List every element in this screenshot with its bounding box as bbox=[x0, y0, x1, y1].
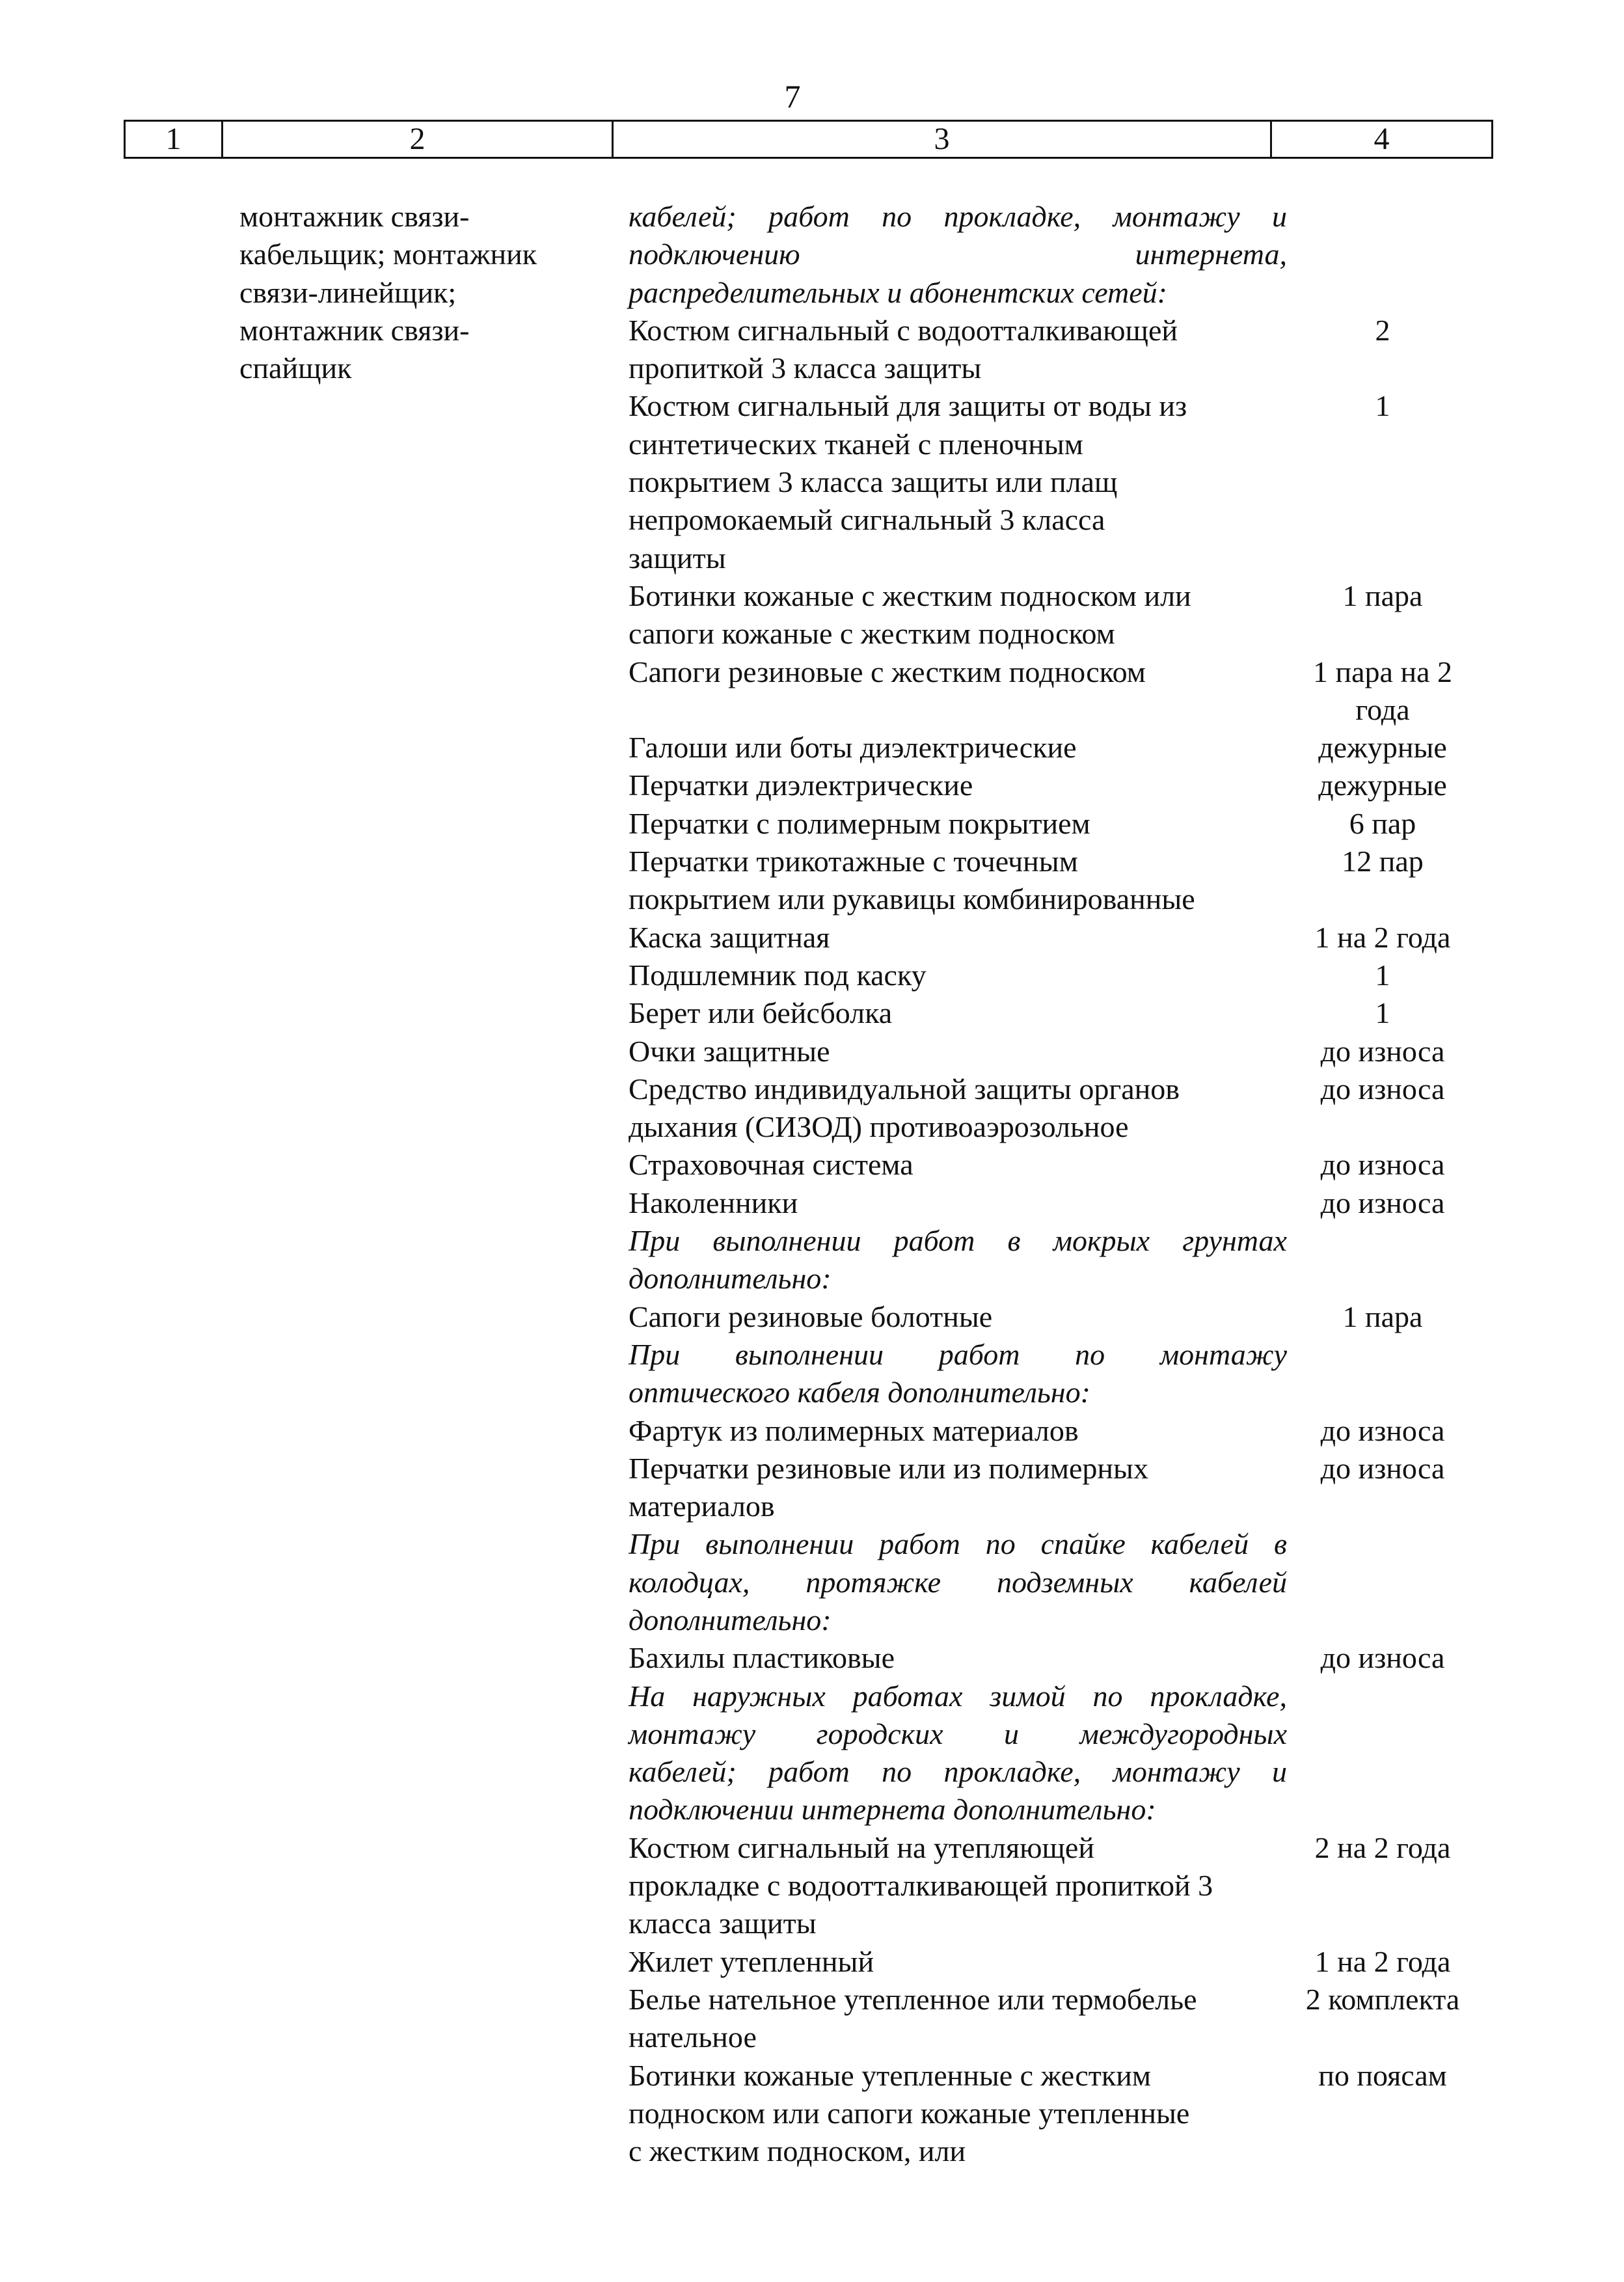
text-line bbox=[629, 1222, 1287, 1260]
note-text bbox=[629, 1222, 1287, 1298]
text-line: Средство индивидуальной защиты органов bbox=[629, 1072, 1180, 1106]
item-name bbox=[629, 994, 1287, 1032]
text-line: класса защиты bbox=[629, 1907, 817, 1940]
text-line: Ботинки кожаные утепленные с жестким bbox=[629, 2058, 1151, 2092]
text-line: Подшлемник под каску bbox=[629, 958, 927, 992]
note-word: прокладке, bbox=[1150, 1679, 1287, 1713]
note-line-text: дополнительно: bbox=[629, 1262, 832, 1296]
ppe-item-row bbox=[629, 729, 1491, 767]
note-word: работ bbox=[938, 1337, 1020, 1371]
ppe-item-row bbox=[629, 843, 1491, 919]
item-quantity bbox=[1287, 1525, 1478, 1639]
ppe-item-row bbox=[629, 957, 1491, 994]
quantity-line: 1 bbox=[1375, 996, 1390, 1030]
item-name bbox=[629, 1146, 1287, 1184]
ppe-item-row bbox=[629, 1033, 1491, 1070]
ppe-item-row bbox=[629, 653, 1491, 729]
item-quantity bbox=[1287, 729, 1478, 767]
text-line: Костюм сигнальный на утепляющей bbox=[629, 1830, 1094, 1864]
item-quantity bbox=[1287, 2057, 1478, 2171]
item-name bbox=[629, 729, 1287, 767]
ppe-item-row bbox=[629, 767, 1491, 804]
ppe-item-row bbox=[629, 1146, 1491, 1184]
text-line: синтетических тканей с пленочным bbox=[629, 427, 1083, 461]
page-number: 7 bbox=[784, 78, 801, 115]
note-text bbox=[629, 198, 1287, 312]
text-line bbox=[629, 1564, 1287, 1601]
condition-note bbox=[629, 198, 1491, 312]
column-1-number: 1 bbox=[125, 121, 223, 158]
note-word: прокладке, bbox=[943, 200, 1081, 233]
note-line-text: оптического кабеля дополнительно: bbox=[629, 1376, 1090, 1409]
item-name bbox=[629, 957, 1287, 994]
note-word: городских bbox=[816, 1717, 943, 1750]
quantity-line: 12 пар bbox=[1342, 845, 1424, 878]
quantity-line: 1 пара bbox=[1342, 1299, 1423, 1333]
item-quantity bbox=[1287, 1033, 1478, 1070]
text-line: Галоши или боты диэлектрические bbox=[629, 731, 1077, 765]
ppe-item-row bbox=[629, 387, 1491, 577]
column-3-number: 3 bbox=[613, 121, 1271, 158]
text-line: Сапоги резиновые с жестким подноском bbox=[629, 655, 1146, 688]
item-quantity bbox=[1287, 1412, 1478, 1450]
item-name bbox=[629, 1298, 1287, 1336]
text-line bbox=[629, 1753, 1287, 1791]
item-name bbox=[629, 919, 1287, 957]
text-line bbox=[629, 1715, 1287, 1753]
note-word: протяжке bbox=[805, 1565, 941, 1599]
ppe-item-row bbox=[629, 1639, 1491, 1677]
item-name bbox=[629, 1070, 1287, 1147]
note-word: в bbox=[1007, 1224, 1021, 1258]
ppe-item-row bbox=[629, 1298, 1491, 1336]
column-2-number: 2 bbox=[223, 121, 613, 158]
note-word: При bbox=[629, 1527, 681, 1561]
text-line bbox=[629, 198, 1287, 236]
quantity-line: 2 на 2 года bbox=[1314, 1830, 1451, 1864]
quantity-line: до износа bbox=[1320, 1451, 1445, 1485]
note-word: кабелей; bbox=[629, 200, 737, 233]
ppe-item-row bbox=[629, 2057, 1491, 2171]
ppe-item-row bbox=[629, 1184, 1491, 1222]
note-line-text: распределительных и абонентских сетей: bbox=[629, 275, 1167, 309]
item-name bbox=[629, 653, 1287, 729]
item-quantity bbox=[1287, 957, 1478, 994]
note-word: кабелей; bbox=[629, 1755, 737, 1789]
text-line: нательное bbox=[629, 2020, 757, 2054]
note-word: и bbox=[1271, 200, 1287, 233]
ppe-item-row bbox=[629, 1943, 1491, 1981]
quantity-line: 1 bbox=[1375, 958, 1390, 992]
item-quantity bbox=[1287, 1146, 1478, 1184]
item-name bbox=[629, 1450, 1287, 1526]
item-name bbox=[629, 387, 1287, 577]
profession-line: кабельщик; монтажник bbox=[239, 238, 537, 271]
ppe-item-row bbox=[629, 1829, 1491, 1943]
quantity-line: 2 bbox=[1375, 313, 1390, 347]
text-line bbox=[629, 1260, 1287, 1297]
quantity-line: до износа bbox=[1320, 1186, 1445, 1219]
quantity-line: 2 комплекта bbox=[1305, 1982, 1460, 2016]
quantity-line: до износа bbox=[1320, 1072, 1445, 1106]
quantity-line: года bbox=[1355, 692, 1410, 726]
text-line: с жестким подноском, или bbox=[629, 2134, 966, 2168]
item-quantity bbox=[1287, 1678, 1478, 1829]
text-line: Фартук из полимерных материалов bbox=[629, 1413, 1079, 1447]
ppe-item-list bbox=[629, 198, 1491, 2170]
text-line bbox=[629, 1336, 1287, 1374]
item-quantity bbox=[1287, 1070, 1478, 1147]
text-line: Берет или бейсболка bbox=[629, 996, 893, 1030]
item-quantity bbox=[1287, 1639, 1478, 1677]
condition-note bbox=[629, 1336, 1491, 1412]
text-line: подноском или сапоги кожаные утепленные bbox=[629, 2096, 1190, 2130]
item-quantity bbox=[1287, 312, 1478, 388]
note-word: монтажу bbox=[1113, 200, 1240, 233]
item-quantity bbox=[1287, 1298, 1478, 1336]
note-word: зимой bbox=[990, 1679, 1066, 1713]
text-line: защиты bbox=[629, 541, 726, 575]
ppe-item-row bbox=[629, 994, 1491, 1032]
ppe-item-row bbox=[629, 805, 1491, 843]
text-line: Страховочная система bbox=[629, 1148, 914, 1182]
text-line: материалов bbox=[629, 1489, 775, 1523]
item-quantity bbox=[1287, 387, 1478, 577]
text-line bbox=[629, 1374, 1287, 1411]
note-word: На bbox=[629, 1679, 666, 1713]
text-line: покрытием 3 класса защиты или плащ bbox=[629, 465, 1118, 499]
note-text bbox=[629, 1525, 1287, 1639]
item-name bbox=[629, 2057, 1287, 2171]
text-line: Бахилы пластиковые bbox=[629, 1641, 895, 1675]
note-word: по bbox=[882, 1755, 912, 1789]
note-word: и bbox=[1271, 1755, 1287, 1789]
note-word: выполнении bbox=[712, 1224, 861, 1258]
item-quantity bbox=[1287, 805, 1478, 843]
note-word: междугородных bbox=[1079, 1717, 1287, 1750]
item-name bbox=[629, 312, 1287, 388]
item-name bbox=[629, 577, 1287, 653]
ppe-item-row bbox=[629, 1412, 1491, 1450]
profession-line: спайщик bbox=[239, 351, 352, 385]
note-word: работ bbox=[768, 200, 850, 233]
quantity-line: 6 пар bbox=[1349, 806, 1416, 840]
note-word: наружных bbox=[692, 1679, 826, 1713]
text-line: Перчатки резиновые или из полимерных bbox=[629, 1451, 1148, 1485]
ppe-item-row bbox=[629, 1070, 1491, 1147]
ppe-item-row bbox=[629, 312, 1491, 388]
text-line: Перчатки трикотажные с точечным bbox=[629, 845, 1078, 878]
note-word: При bbox=[629, 1224, 681, 1258]
note-word: подземных bbox=[997, 1565, 1133, 1599]
text-line: Ботинки кожаные с жестким подноском или bbox=[629, 578, 1191, 612]
text-line: дыхания (СИЗОД) противоаэрозольное bbox=[629, 1110, 1129, 1144]
profession-line: связи-линейщик; bbox=[239, 275, 457, 309]
text-line: непромокаемый сигнальный 3 класса bbox=[629, 503, 1105, 537]
note-word: мокрых bbox=[1053, 1224, 1150, 1258]
ppe-item-row bbox=[629, 1450, 1491, 1526]
item-quantity bbox=[1287, 577, 1478, 653]
item-name bbox=[629, 1184, 1287, 1222]
note-word: работах bbox=[852, 1679, 963, 1713]
item-name bbox=[629, 1829, 1287, 1943]
quantity-line: 1 пара на 2 bbox=[1313, 655, 1452, 688]
text-line bbox=[629, 274, 1287, 312]
text-line: Перчатки с полимерным покрытием bbox=[629, 806, 1090, 840]
quantity-line: 1 на 2 года bbox=[1314, 920, 1451, 954]
item-quantity bbox=[1287, 919, 1478, 957]
note-word: кабелей bbox=[1189, 1565, 1287, 1599]
text-line bbox=[629, 236, 1287, 273]
note-line-text: дополнительно: bbox=[629, 1603, 832, 1637]
profession-cell bbox=[239, 198, 591, 387]
note-word: работ bbox=[879, 1527, 960, 1561]
note-word: прокладке, bbox=[943, 1755, 1081, 1789]
text-line: Перчатки диэлектрические bbox=[629, 768, 973, 802]
item-quantity bbox=[1287, 994, 1478, 1032]
note-word: в bbox=[1273, 1527, 1287, 1561]
text-line: пропиткой 3 класса защиты bbox=[629, 351, 982, 385]
item-quantity bbox=[1287, 1943, 1478, 1981]
note-word: выполнении bbox=[705, 1527, 854, 1561]
text-line bbox=[629, 1791, 1287, 1828]
text-line: Наколенники bbox=[629, 1186, 798, 1219]
note-word: При bbox=[629, 1337, 681, 1371]
note-word: выполнении bbox=[735, 1337, 884, 1371]
note-line-text: подключении интернета дополнительно: bbox=[629, 1793, 1156, 1827]
note-word: работ bbox=[893, 1224, 975, 1258]
item-name bbox=[629, 805, 1287, 843]
item-quantity bbox=[1287, 198, 1478, 312]
item-quantity bbox=[1287, 843, 1478, 919]
quantity-line: дежурные bbox=[1318, 768, 1447, 802]
note-word: монтажу bbox=[1159, 1337, 1287, 1371]
item-name bbox=[629, 1639, 1287, 1677]
text-line: Жилет утепленный bbox=[629, 1944, 874, 1978]
note-word: спайке bbox=[1040, 1527, 1126, 1561]
item-quantity bbox=[1287, 1829, 1478, 1943]
text-line: Белье нательное утепленное или термобелье bbox=[629, 1982, 1197, 2016]
text-line: Сапоги резиновые болотные bbox=[629, 1299, 993, 1333]
note-text bbox=[629, 1678, 1287, 1829]
text-line: прокладке с водоотталкивающей пропиткой 3 bbox=[629, 1869, 1213, 1903]
profession-line: монтажник связи- bbox=[239, 313, 470, 347]
item-name bbox=[629, 767, 1287, 804]
quantity-line: дежурные bbox=[1318, 731, 1447, 765]
note-word: монтажу bbox=[629, 1717, 756, 1750]
ppe-item-row bbox=[629, 919, 1491, 957]
note-word: по bbox=[1092, 1679, 1123, 1713]
text-line bbox=[629, 1678, 1287, 1715]
note-word: кабелей bbox=[1150, 1527, 1249, 1561]
item-quantity bbox=[1287, 653, 1478, 729]
profession-line: монтажник связи- bbox=[239, 200, 470, 233]
note-word: интернета, bbox=[1135, 238, 1287, 271]
item-name bbox=[629, 1033, 1287, 1070]
condition-note bbox=[629, 1525, 1491, 1639]
item-name bbox=[629, 1981, 1287, 2057]
column-4-number: 4 bbox=[1271, 121, 1493, 158]
item-name bbox=[629, 843, 1287, 919]
item-quantity bbox=[1287, 1981, 1478, 2057]
note-word: по bbox=[1075, 1337, 1105, 1371]
ppe-item-row bbox=[629, 1981, 1491, 2057]
note-word: работ bbox=[768, 1755, 850, 1789]
item-quantity bbox=[1287, 1450, 1478, 1526]
note-word: монтажу bbox=[1113, 1755, 1240, 1789]
text-line: Очки защитные bbox=[629, 1034, 830, 1068]
item-quantity bbox=[1287, 1336, 1478, 1412]
quantity-line: 1 на 2 года bbox=[1314, 1944, 1451, 1978]
note-word: по bbox=[882, 200, 912, 233]
text-line: Костюм сигнальный для защиты от воды из bbox=[629, 389, 1187, 423]
note-word: подключению bbox=[629, 238, 800, 271]
note-text bbox=[629, 1336, 1287, 1412]
note-word: грунтах bbox=[1182, 1224, 1287, 1258]
quantity-line: до износа bbox=[1320, 1413, 1445, 1447]
condition-note bbox=[629, 1222, 1491, 1298]
text-line: сапоги кожаные с жестким подноском bbox=[629, 617, 1115, 651]
quantity-line: 1 пара bbox=[1342, 578, 1423, 612]
quantity-line: по поясам bbox=[1318, 2058, 1447, 2092]
quantity-line: до износа bbox=[1320, 1148, 1445, 1182]
quantity-line: до износа bbox=[1320, 1034, 1445, 1068]
quantity-line: до износа bbox=[1320, 1641, 1445, 1675]
note-word: по bbox=[985, 1527, 1016, 1561]
text-line: Каска защитная bbox=[629, 920, 830, 954]
item-quantity bbox=[1287, 1222, 1478, 1298]
item-quantity bbox=[1287, 1184, 1478, 1222]
item-name bbox=[629, 1412, 1287, 1450]
text-line: Костюм сигнальный с водоотталкивающей bbox=[629, 313, 1178, 347]
ppe-item-row bbox=[629, 577, 1491, 653]
note-word: и bbox=[1004, 1717, 1020, 1750]
note-word: колодцах, bbox=[629, 1565, 750, 1599]
condition-note bbox=[629, 1678, 1491, 1829]
text-line bbox=[629, 1525, 1287, 1563]
item-quantity bbox=[1287, 767, 1478, 804]
item-name bbox=[629, 1943, 1287, 1981]
quantity-line: 1 bbox=[1375, 389, 1390, 423]
text-line bbox=[629, 1601, 1287, 1639]
column-number-header bbox=[124, 120, 1493, 159]
text-line: покрытием или рукавицы комбинированные bbox=[629, 882, 1195, 916]
